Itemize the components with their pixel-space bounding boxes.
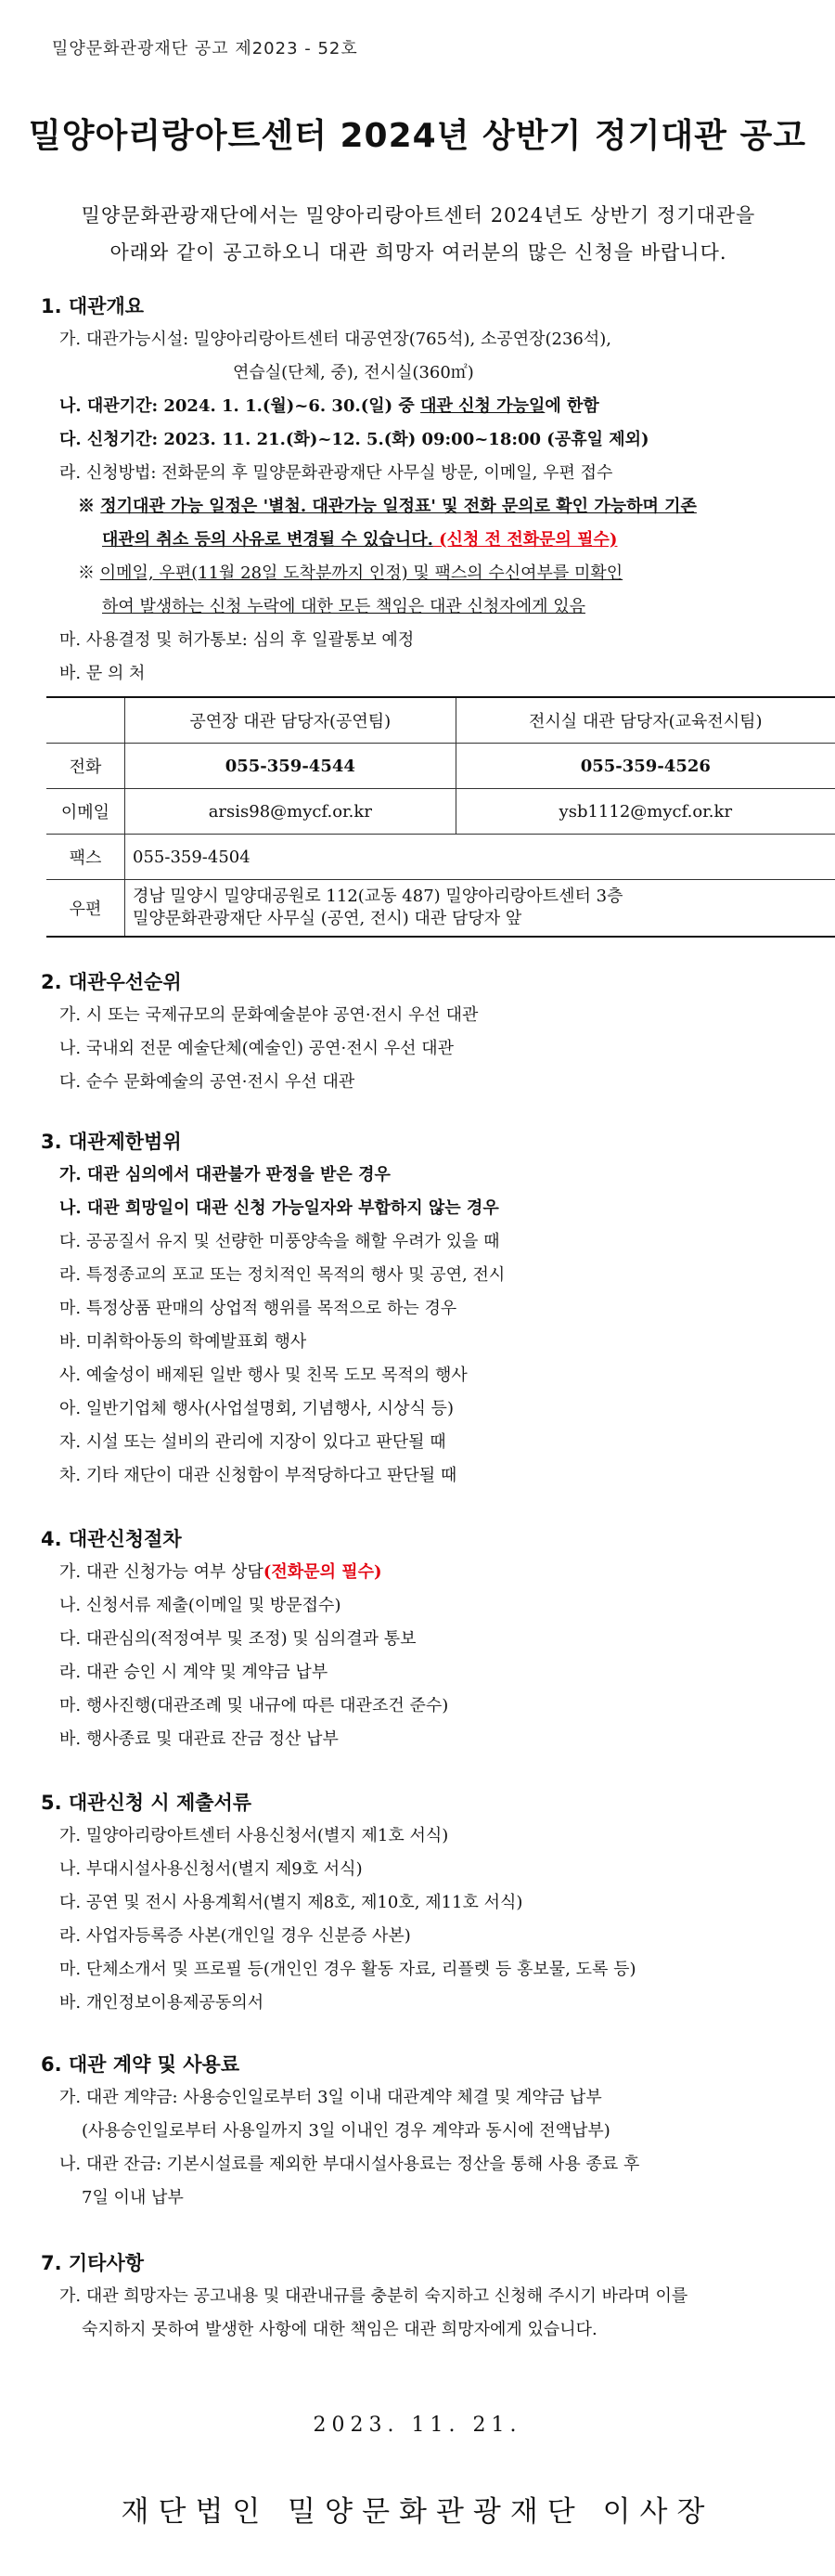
- section-heading: 2. 대관우선순위: [41, 971, 182, 993]
- section-procedure: [41, 1522, 792, 1756]
- list-item: 마. 단체소개서 및 프로필 등(개인인 경우 활동 자료, 리플렛 등 홍보물, 도록 등): [59, 1960, 636, 1979]
- list-item: 마. 행사진행(대관조례 및 내규에 따른 대관조건 준수): [59, 1696, 449, 1715]
- note-mark: ※: [78, 563, 95, 583]
- list-item: 나. 대관 잔금: 기본시설료를 제외한 부대시설사용료는 정산을 통해 사용 종료 후: [59, 2155, 640, 2174]
- table-row: [46, 697, 835, 744]
- list-item-cont: 7일 이내 납부: [82, 2188, 184, 2207]
- list-item: 다. 공연 및 전시 사용계획서(별지 제8호, 제10호, 제11호 서식): [59, 1893, 523, 1912]
- list-item: 아. 일반기업체 행사(사업설명회, 기념행사, 시상식 등): [59, 1399, 454, 1418]
- list-item: 가. 대관 희망자는 공고내용 및 대관내규를 충분히 숙지하고 신청해 주시기 바라며 이를: [59, 2286, 688, 2306]
- section-restrictions: [41, 1125, 792, 1493]
- note-receipt-text-cont: 하여 발생하는 신청 누락에 대한 모든 책임은 대관 신청자에게 있음: [102, 597, 585, 616]
- intro-paragraph: [52, 197, 785, 271]
- list-item: 다. 순수 문화예술의 공연·전시 우선 대관: [59, 1072, 355, 1092]
- phone-performance: 055-359-4544: [125, 744, 456, 789]
- row-label-phone: 전화: [46, 744, 125, 789]
- venues-line: 가. 대관가능시설: 밀양아리랑아트센터 대공연장(765석), 소공연장(236석),: [59, 330, 612, 349]
- list-item: 나. 신청서류 제출(이메일 및 방문접수): [59, 1596, 341, 1615]
- notice-date: 2023. 11. 21.: [313, 2414, 522, 2437]
- email-exhibition: ysb1112@mycf.or.kr: [456, 789, 835, 835]
- section-contract-fees: [41, 2048, 792, 2215]
- application-method: 라. 신청방법: 전화문의 후 밀양문화관광재단 사무실 방문, 이메일, 우편 접수: [59, 463, 613, 483]
- list-item: 가. 대관 심의에서 대관불가 판정을 받은 경우: [59, 1165, 391, 1184]
- list-item: 자. 시설 또는 설비의 관리에 지장이 있다고 판단될 때: [59, 1432, 446, 1452]
- section-heading: 6. 대관 계약 및 사용료: [41, 2053, 240, 2076]
- application-period: 다. 신청기간: 2023. 11. 21.(화)~12. 5.(화) 09:00~18:00 (공휴일 제외): [59, 430, 649, 449]
- col-exhibition-contact: 전시실 대관 담당자(교육전시팀): [456, 697, 835, 744]
- list-item: 사. 예술성이 배제된 일반 행사 및 친목 도모 목적의 행사: [59, 1366, 468, 1385]
- list-item: 나. 대관 희망일이 대관 신청 가능일자와 부합하지 않는 경우: [59, 1198, 499, 1218]
- email-performance: arsis98@mycf.or.kr: [125, 789, 456, 835]
- row-label-fax: 팩스: [46, 835, 125, 880]
- contact-table: [46, 696, 835, 938]
- list-item: 라. 사업자등록증 사본(개인일 경우 신분증 사본): [59, 1926, 411, 1946]
- phone-exhibition: 055-359-4526: [456, 744, 835, 789]
- note-schedule-cont: [41, 524, 792, 557]
- note-schedule-text: 정기대관 가능 일정은 '별첨. 대관가능 일정표' 및 전화 문의로 확인 가능하며 기존: [100, 497, 697, 516]
- table-row: [46, 789, 835, 835]
- list-item: 라. 대관 승인 시 계약 및 계약금 납부: [59, 1663, 328, 1682]
- list-item-cont: 숙지하지 못하여 발생한 사항에 대한 책임은 대관 희망자에게 있습니다.: [82, 2320, 597, 2339]
- list-item: 다. 공공질서 유지 및 선량한 미풍양속을 해할 우려가 있을 때: [59, 1232, 500, 1251]
- list-item: [41, 1556, 792, 1589]
- signer-name: 재단법인 밀양문화관광재단 이사장: [121, 2495, 714, 2529]
- list-item-cont: (사용승인일로부터 사용일까지 3일 이내인 경우 계약과 동시에 전액납부): [82, 2121, 610, 2141]
- rental-period-suffix: 에 한함: [545, 396, 599, 416]
- list-item: 라. 특정종교의 포교 또는 정치적인 목적의 행사 및 공연, 전시: [59, 1265, 506, 1285]
- section-heading: 4. 대관신청절차: [41, 1528, 182, 1550]
- intro-line: 밀양문화관광재단에서는 밀양아리랑아트센터 2024년도 상반기 정기대관을: [81, 204, 756, 227]
- list-item: 차. 기타 재단이 대관 신청함이 부적당하다고 판단될 때: [59, 1466, 457, 1485]
- address-line: 경남 밀양시 밀양대공원로 112(교동 487) 밀양아리랑아트센터 3층: [133, 887, 623, 906]
- list-item: 바. 행사종료 및 대관료 잔금 정산 납부: [59, 1729, 339, 1749]
- list-item-text: 가. 대관 신청가능 여부 상담: [59, 1562, 263, 1582]
- list-item: 다. 대관심의(적정여부 및 조정) 및 심의결과 통보: [59, 1629, 417, 1649]
- note-receipt-text: 이메일, 우편(11월 28일 도착분까지 인정) 및 팩스의 수신여부를 미확인: [99, 563, 623, 583]
- table-cell-empty: [46, 697, 125, 744]
- list-item: 가. 시 또는 국제규모의 문화예술분야 공연·전시 우선 대관: [59, 1005, 479, 1025]
- section-priority: [41, 965, 792, 1099]
- section-documents: [41, 1786, 792, 2020]
- list-item: 바. 개인정보이용제공동의서: [59, 1993, 264, 2013]
- row-label-mail: 우편: [46, 880, 125, 938]
- section-heading: 5. 대관신청 시 제출서류: [41, 1792, 252, 1814]
- list-item: 나. 국내외 전문 예술단체(예술인) 공연·전시 우선 대관: [59, 1039, 454, 1058]
- list-item: 바. 미취학아동의 학예발표회 행사: [59, 1332, 307, 1352]
- note-phone-required: (신청 전 전화문의 필수): [432, 530, 618, 550]
- list-item: 마. 특정상품 판매의 상업적 행위를 목적으로 하는 경우: [59, 1299, 457, 1318]
- table-row: [46, 744, 835, 789]
- inquiry-label: 바. 문 의 처: [59, 664, 146, 683]
- table-row: [46, 880, 835, 938]
- col-performance-contact: 공연장 대관 담당자(공연팀): [125, 697, 456, 744]
- note-mark: ※: [78, 497, 95, 516]
- fax-number: 055-359-4504: [125, 835, 835, 880]
- note-schedule: [41, 490, 792, 524]
- decision-notice: 마. 사용결정 및 허가통보: 심의 후 일괄통보 예정: [59, 630, 415, 650]
- section-heading: 1. 대관개요: [41, 295, 145, 317]
- note-schedule-text-cont: 대관의 취소 등의 사유로 변경될 수 있습니다.: [102, 530, 433, 550]
- rental-period-highlight: 대관 신청 가능일: [420, 396, 546, 416]
- section-heading: 3. 대관제한범위: [41, 1131, 182, 1153]
- row-label-email: 이메일: [46, 789, 125, 835]
- note-receipt: [41, 557, 792, 590]
- phone-required-note: (전화문의 필수): [263, 1562, 382, 1582]
- rental-period-text: 나. 대관기간: 2024. 1. 1.(월)~6. 30.(일) 중: [59, 396, 421, 416]
- list-item: 가. 밀양아리랑아트센터 사용신청서(별지 제1호 서식): [59, 1826, 449, 1845]
- table-row: [46, 835, 835, 880]
- rental-period: [41, 390, 792, 423]
- address-line: 밀양문화관광재단 사무실 (공연, 전시) 대관 담당자 앞: [133, 909, 522, 928]
- list-item: 나. 부대시설사용신청서(별지 제9호 서식): [59, 1859, 363, 1879]
- note-receipt-cont: [41, 590, 792, 624]
- intro-line: 아래와 같이 공고하오니 대관 희망자 여러분의 많은 신청을 바랍니다.: [109, 241, 727, 264]
- section-heading: 7. 기타사항: [41, 2252, 145, 2274]
- section-other: [41, 2246, 792, 2347]
- section-overview: [41, 290, 792, 938]
- venues-line-cont: 연습실(단체, 중), 전시실(360㎡): [233, 363, 474, 382]
- page-title: 밀양아리랑아트센터 2024년 상반기 정기대관 공고: [28, 117, 807, 155]
- notice-number: 밀양문화관광재단 공고 제2023 - 52호: [52, 39, 358, 58]
- list-item: 가. 대관 계약금: 사용승인일로부터 3일 이내 대관계약 체결 및 계약금 납부: [59, 2088, 602, 2107]
- mail-address: [125, 880, 835, 938]
